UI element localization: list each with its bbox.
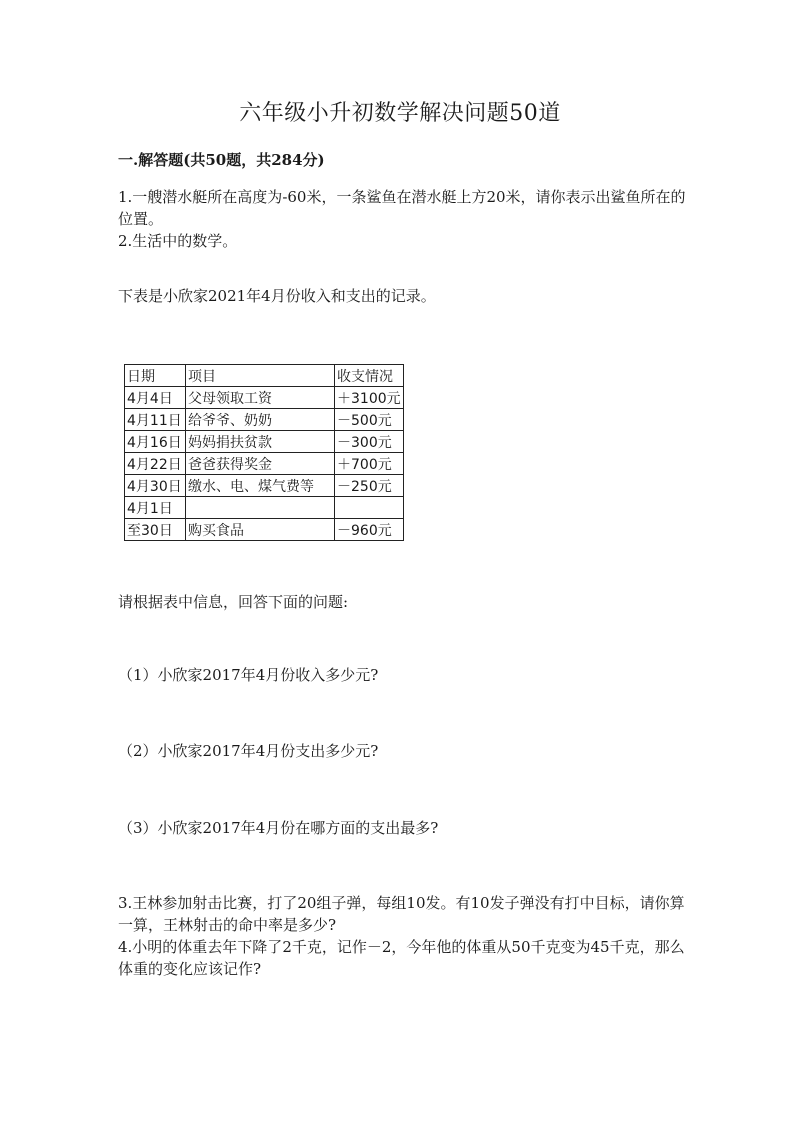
table-cell-date: 4月11日 [125,409,186,431]
table-row [125,519,404,541]
income-expense-table-wrapper [124,364,404,541]
table-cell-date: 至30日 [125,519,186,541]
question-3: 3.王林参加射击比赛，打了20组子弹，每组10发。有10发子弹没有打中目标，请你算一算，王林射击的命中率是多少? [118,894,685,934]
table-cell-item: 妈妈捐扶贫款 [186,431,335,453]
table-cell-item: 爸爸获得奖金 [186,453,335,475]
table-cell-amount: －300元 [335,431,404,453]
page-title: 六年级小升初数学解决问题50道 [239,101,561,126]
table-cell-item: 给爷爷、奶奶 [186,409,335,431]
income-expense-table [124,364,404,541]
table-row [125,475,404,497]
table-cell-item: 购买食品 [186,519,335,541]
table-cell-date: 4月30日 [125,475,186,497]
table-cell-item: 父母领取工资 [186,387,335,409]
question-2-sub-1: （1）小欣家2017年4月份收入多少元? [118,666,379,684]
table-header-row [125,365,404,387]
table-cell-amount: ＋700元 [335,453,404,475]
question-2-prompt: 请根据表中信息，回答下面的问题: [118,593,349,611]
table-cell-amount: －500元 [335,409,404,431]
table-cell-amount: ＋3100元 [335,387,404,409]
question-2: 2.生活中的数学。 [118,232,238,250]
table-cell-item: 缴水、电、煤气费等 [186,475,335,497]
table-cell-date: 4月22日 [125,453,186,475]
question-1: 1.一艘潜水艇所在高度为-60米，一条鲨鱼在潜水艇上方20米，请你表示出鲨鱼所在的位置。 [118,188,686,228]
table-cell-date: 4月4日 [125,387,186,409]
table-row [125,387,404,409]
table-header-item: 项目 [186,365,335,387]
section-heading: 一.解答题(共50题，共284分) [118,151,325,169]
question-2-intro: 下表是小欣家2021年4月份收入和支出的记录。 [118,287,436,305]
question-4: 4.小明的体重去年下降了2千克，记作－2，今年他的体重从50千克变为45千克，那么体重的变化应该记作? [118,938,685,978]
table-row [125,409,404,431]
question-2-sub-3: （3）小欣家2017年4月份在哪方面的支出最多? [118,819,439,837]
table-cell-date: 4月16日 [125,431,186,453]
table-cell-date: 4月1日 [125,497,186,519]
table-cell-amount: －250元 [335,475,404,497]
table-header-date: 日期 [125,365,186,387]
question-2-sub-2: （2）小欣家2017年4月份支出多少元? [118,742,379,760]
table-cell-amount: －960元 [335,519,404,541]
table-header-amount: 收支情况 [335,365,404,387]
table-row [125,431,404,453]
table-row [125,497,404,519]
table-row [125,453,404,475]
table-cell-amount [335,497,404,519]
table-cell-item [186,497,335,519]
